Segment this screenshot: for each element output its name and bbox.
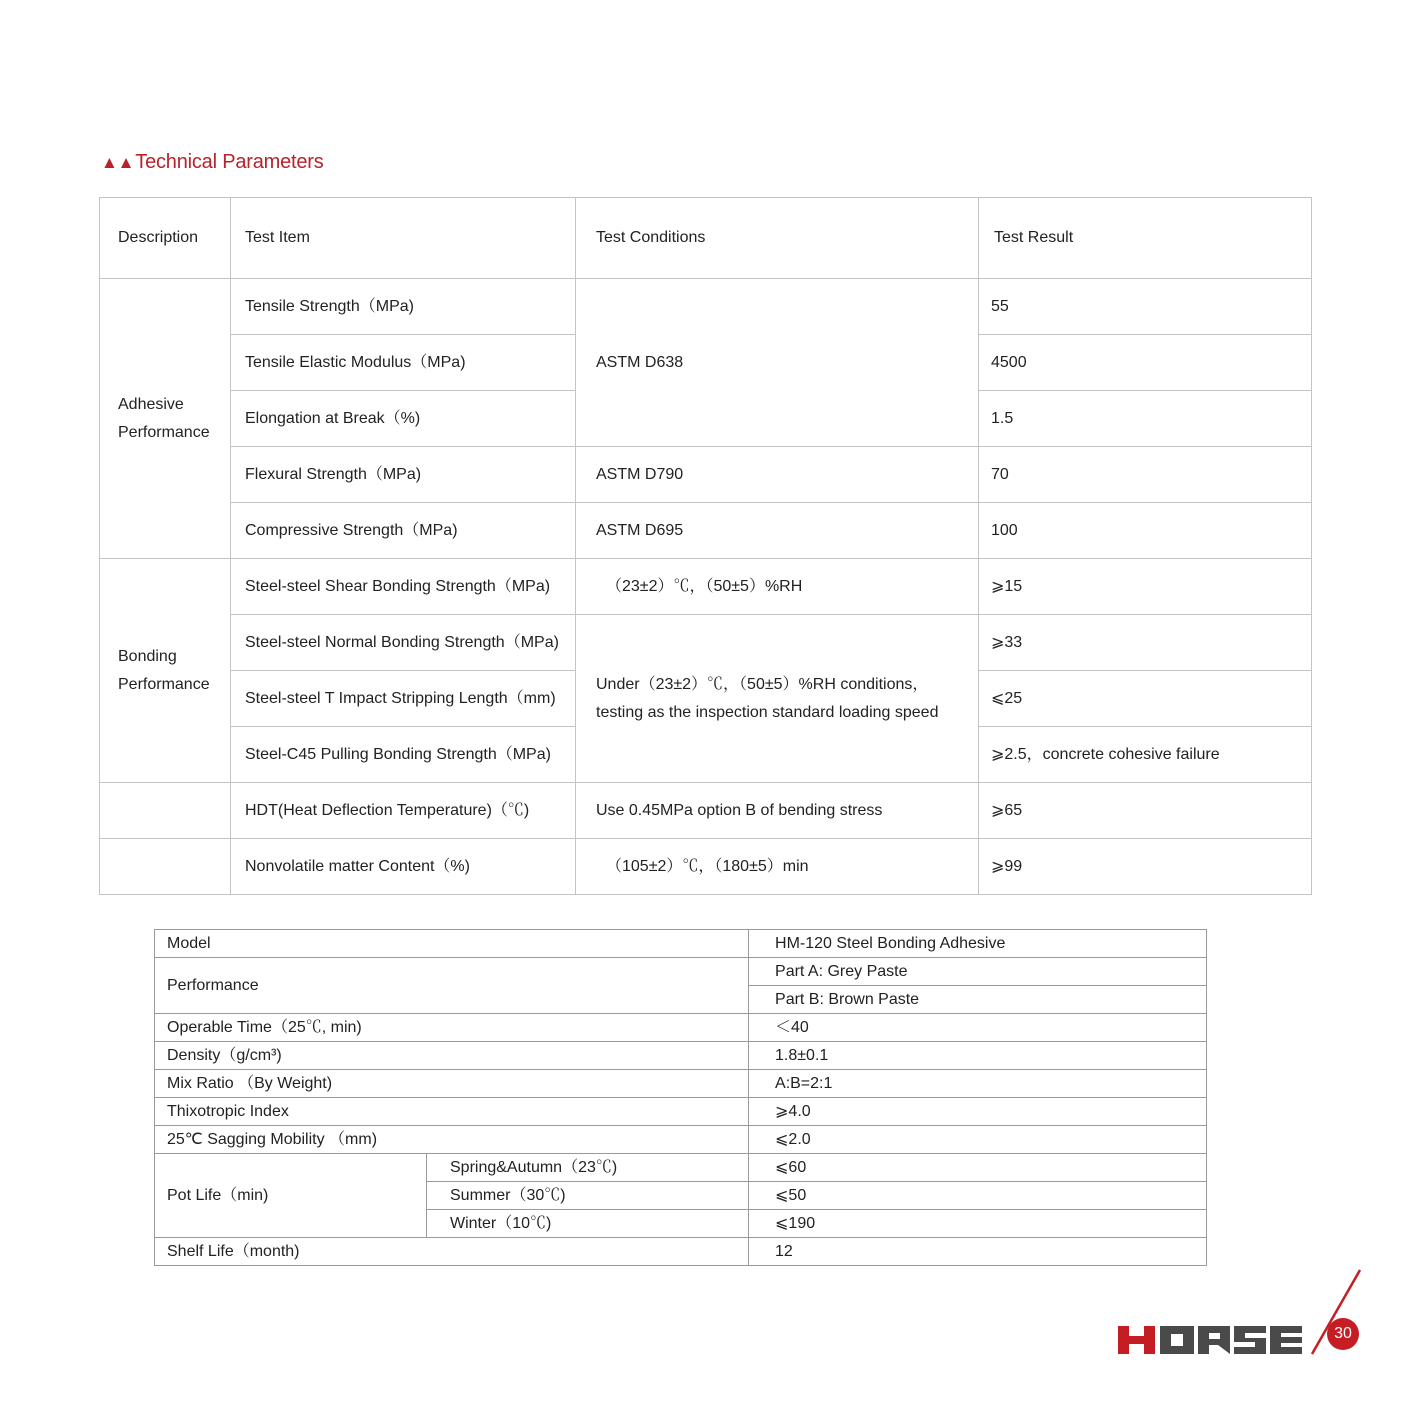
- test-result: ⩾2.5，concrete cohesive failure: [979, 727, 1312, 783]
- spec-label: Operable Time（25℃, min): [155, 1014, 749, 1042]
- spec-value: ⩽190: [749, 1210, 1207, 1238]
- spec-value: Part B: Brown Paste: [749, 986, 1207, 1014]
- table-row: [100, 447, 1312, 503]
- header-test-item: Test Item: [231, 198, 576, 279]
- table-row: [155, 1070, 1207, 1098]
- test-condition: ASTM D695: [576, 503, 979, 559]
- group-label: Performance: [118, 675, 210, 693]
- technical-parameters-table: [99, 197, 1312, 895]
- condition-text: （105±2）℃，（180±5）min: [606, 857, 809, 875]
- condition-text: （23±2）℃，（50±5）%RH: [606, 577, 803, 595]
- test-result: 4500: [979, 335, 1312, 391]
- spec-label: Pot Life（min): [155, 1154, 427, 1238]
- test-item: Nonvolatile matter Content（%): [231, 839, 576, 895]
- test-item: Compressive Strength（MPa): [231, 503, 576, 559]
- spec-value: Part A: Grey Paste: [749, 958, 1207, 986]
- table-row: [100, 839, 1312, 895]
- header-test-conditions: Test Conditions: [576, 198, 979, 279]
- table-header-row: [100, 198, 1312, 279]
- group-adhesive-performance: [100, 279, 231, 559]
- table-row: [155, 1238, 1207, 1266]
- test-result: ⩾99: [979, 839, 1312, 895]
- header-test-result: Test Result: [979, 198, 1312, 279]
- test-condition: Use 0.45MPa option B of bending stress: [576, 783, 979, 839]
- spec-value: 12: [749, 1238, 1207, 1266]
- spec-label: Thixotropic Index: [155, 1098, 749, 1126]
- test-result: 100: [979, 503, 1312, 559]
- spec-value: 1.8±0.1: [749, 1042, 1207, 1070]
- empty-description-cell: [100, 783, 231, 839]
- group-label: Performance: [118, 423, 210, 441]
- test-result: 55: [979, 279, 1312, 335]
- test-condition: [576, 839, 979, 895]
- test-result: 70: [979, 447, 1312, 503]
- test-condition: ASTM D790: [576, 447, 979, 503]
- spec-value: ⩽2.0: [749, 1126, 1207, 1154]
- group-bonding-performance: [100, 559, 231, 783]
- test-item: Steel-steel Normal Bonding Strength（MPa): [231, 615, 576, 671]
- spec-value: ＜40: [749, 1014, 1207, 1042]
- table-row: [155, 1098, 1207, 1126]
- spec-label: 25℃ Sagging Mobility （mm): [155, 1126, 749, 1154]
- table-row: [100, 503, 1312, 559]
- table-row: [100, 783, 1312, 839]
- spec-label: Model: [155, 930, 749, 958]
- horse-logo: [1118, 1326, 1302, 1354]
- table-row: [100, 559, 1312, 615]
- table-row: [100, 279, 1312, 335]
- table-row: [100, 615, 1312, 671]
- condition-line: testing as the inspection standard loading speed: [596, 703, 939, 721]
- test-item: Flexural Strength（MPa): [231, 447, 576, 503]
- product-spec-table: [154, 929, 1207, 1266]
- test-item: Steel-steel T Impact Stripping Length（mm): [231, 671, 576, 727]
- page-number: 30: [1327, 1318, 1359, 1350]
- test-result: ⩽25: [979, 671, 1312, 727]
- test-item: Steel-steel Shear Bonding Strength（MPa): [231, 559, 576, 615]
- test-condition: [576, 615, 979, 783]
- spec-value: HM-120 Steel Bonding Adhesive: [749, 930, 1207, 958]
- pot-life-season: Summer（30℃): [427, 1182, 749, 1210]
- group-label: Adhesive: [118, 395, 184, 413]
- section-title-text: Technical Parameters: [135, 151, 324, 173]
- test-item: HDT(Heat Deflection Temperature)（℃): [231, 783, 576, 839]
- empty-description-cell: [100, 839, 231, 895]
- spec-value: A:B=2:1: [749, 1070, 1207, 1098]
- test-result: ⩾15: [979, 559, 1312, 615]
- spec-label: Shelf Life（month): [155, 1238, 749, 1266]
- pot-life-season: Winter（10℃): [427, 1210, 749, 1238]
- spec-value: ⩽50: [749, 1182, 1207, 1210]
- section-title: [101, 151, 324, 174]
- table-row: [155, 930, 1207, 958]
- spec-label: Performance: [155, 958, 749, 1014]
- test-condition: ASTM D638: [576, 279, 979, 447]
- test-item: Elongation at Break（%): [231, 391, 576, 447]
- test-result: ⩾33: [979, 615, 1312, 671]
- condition-line: Under（23±2）℃，（50±5）%RH conditions，: [596, 675, 929, 693]
- pot-life-season: Spring&Autumn（23℃): [427, 1154, 749, 1182]
- group-label: Bonding: [118, 647, 177, 665]
- spec-label: Mix Ratio （By Weight): [155, 1070, 749, 1098]
- test-item: Steel-C45 Pulling Bonding Strength（MPa): [231, 727, 576, 783]
- table-row: [155, 1154, 1207, 1182]
- test-item: Tensile Elastic Modulus（MPa): [231, 335, 576, 391]
- test-item: Tensile Strength（MPa): [231, 279, 576, 335]
- test-result: ⩾65: [979, 783, 1312, 839]
- spec-value: ⩽60: [749, 1154, 1207, 1182]
- spec-value: ⩾4.0: [749, 1098, 1207, 1126]
- test-result: 1.5: [979, 391, 1312, 447]
- table-row: [155, 1042, 1207, 1070]
- table-row: [155, 1014, 1207, 1042]
- test-condition: [576, 559, 979, 615]
- header-description: Description: [100, 198, 231, 279]
- triangle-marker-icon: ▲▲: [101, 153, 135, 172]
- spec-label: Density（g/cm³): [155, 1042, 749, 1070]
- table-row: [155, 958, 1207, 986]
- table-row: [155, 1126, 1207, 1154]
